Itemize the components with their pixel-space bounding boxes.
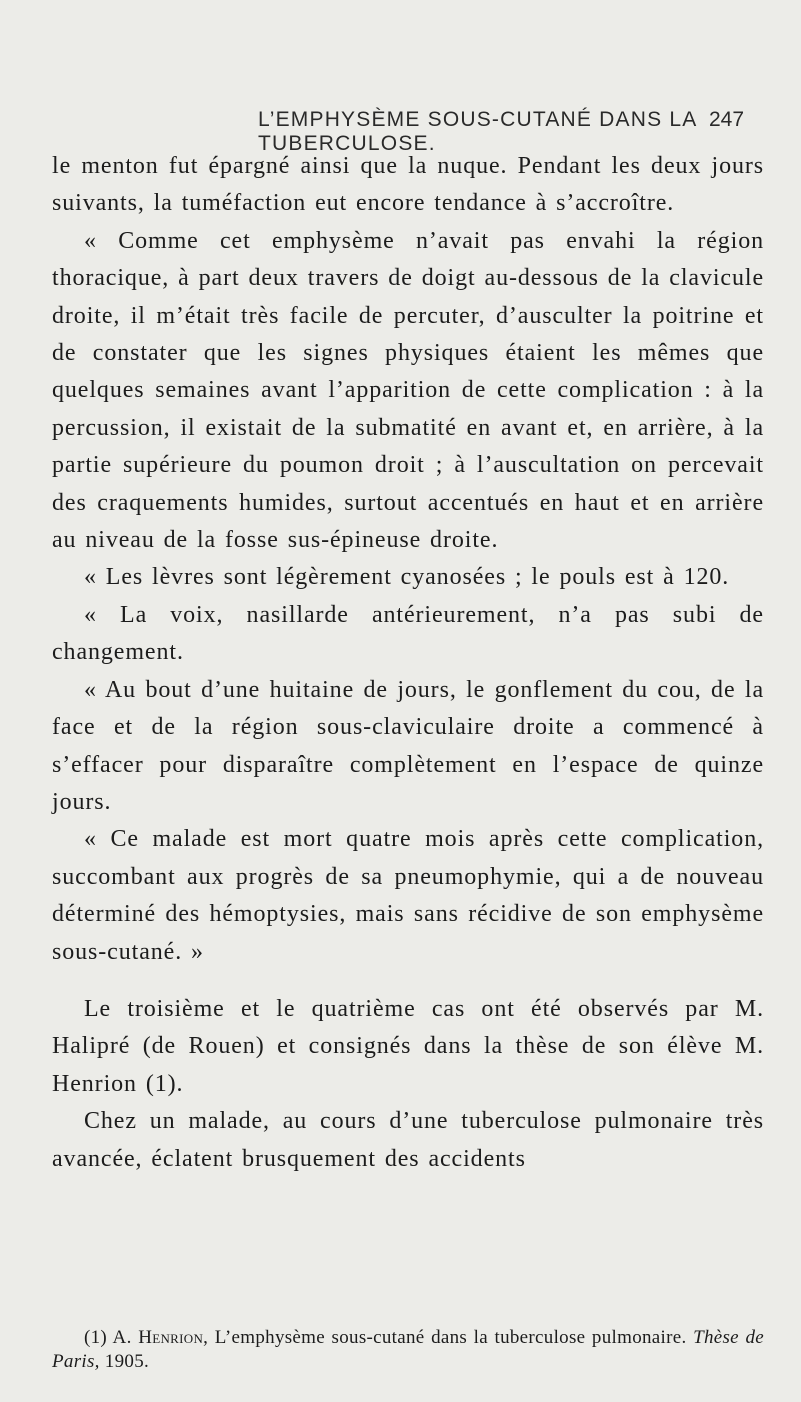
footnote-thesis: Thèse de Paris, [52, 1327, 764, 1372]
paragraph: « Les lèvres sont légèrement cyanosées ; le pouls est à 120. [84, 564, 730, 591]
paragraph: « Au bout d’une huitaine de jours, le gonflement du cou, de la face et de la région sous-claviculaire droite a commencé à s’effacer pour disparaître complètement en l’espace de quinze jours. [52, 676, 764, 815]
page-header [0, 108, 801, 155]
footnote-year: 1905. [104, 1351, 150, 1372]
body-text [52, 148, 764, 1178]
paragraph: « Comme cet emphysème n’avait pas envahi la région thoracique, à part deux travers de doigt au-dessous de la clavicule droite, il m’était très facile de percuter, d’ausculter la poitrine et de constater que les signes physiques étaient les mêmes que quelques semaines avant l’apparition de cette complication : à la percussion, il existait de la submatité en avant et, en arrière, à la partie supérieure du poumon droit ; à l’auscultation on percevait des craquements humides, surtout accentués en haut et en arrière au niveau de la fosse sus-épineuse droite. [52, 227, 764, 554]
footnote-marker: (1) A. [84, 1327, 132, 1348]
paragraph: Le troisième et le quatrième cas ont été observés par M. Halipré (de Rouen) et consignés dans la thèse de son élève M. Henrion (1). [52, 995, 764, 1097]
running-title: L’EMPHYSÈME SOUS-CUTANÉ DANS LA TUBERCULOSE. [258, 108, 697, 155]
footnote-author: Henrion [138, 1327, 204, 1348]
paragraph: Chez un malade, au cours d’une tuberculose pulmonaire très avancée, éclatent brusquement des accidents [52, 1108, 764, 1172]
footnote-title: , L’emphysème sous-cutané dans la tuberculose pulmonaire. [203, 1327, 687, 1348]
page-number: 247 [709, 108, 745, 131]
footnote [52, 1326, 764, 1374]
paragraph: « La voix, nasillarde antérieurement, n’a pas subi de changement. [52, 601, 764, 666]
paragraph: « Ce malade est mort quatre mois après cette complication, succombant aux progrès de sa pneumophymie, qui a de nouveau déterminé des hémoptysies, mais sans récidive de son emphysème sous-cutané. » [52, 826, 764, 965]
paragraph: le menton fut épargné ainsi que la nuque. Pendant les deux jours suivants, la tuméfaction eut encore tendance à s’accroître. [52, 153, 764, 217]
